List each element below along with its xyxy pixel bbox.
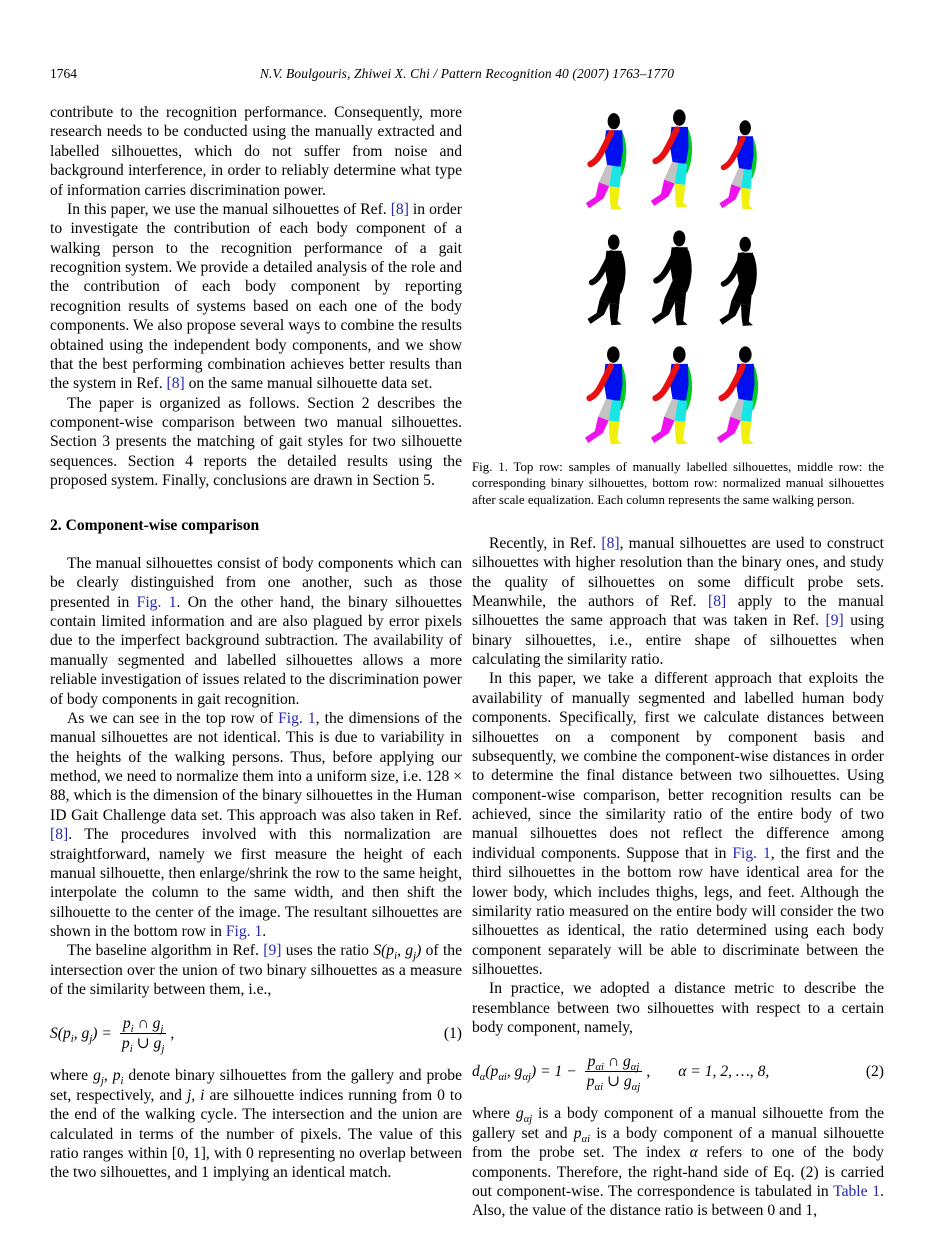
- text-run: Recently, in Ref.: [489, 534, 602, 552]
- figure-1: [472, 105, 884, 447]
- inline-math: $g_{\alpha j}$: [515, 1105, 533, 1126]
- inline-math: α: [689, 1144, 698, 1162]
- walking-silhouette: [711, 344, 777, 447]
- text-run: using binary silhouettes, i.e., entire shape of silhouettes when calculating the similarity ratio.: [472, 612, 884, 668]
- inline-math: j, i: [186, 1086, 205, 1104]
- far-leg-segment: [675, 302, 688, 325]
- silhouette-cell: [645, 344, 711, 447]
- citation-link[interactable]: Fig. 1: [732, 844, 771, 862]
- citation-link[interactable]: Fig. 1: [136, 593, 177, 611]
- citation-link[interactable]: [8]: [601, 534, 620, 552]
- text-run: The manual silhouettes consist of body components which can be clearly distinguished from one another, such as those presented in: [50, 554, 462, 611]
- near-leg-segment: [585, 182, 608, 208]
- text-run: uses the ratio: [281, 942, 374, 960]
- equation: [472, 1052, 884, 1094]
- head-segment: [739, 346, 752, 363]
- figure-caption: Fig. 1. Top row: samples of manually labelled silhouettes, middle row: the corresponding binary silhouettes, bottom row: normalized manual silhouettes after scale equalization. Each column represents the same walking person.: [472, 460, 884, 507]
- paragraph: [472, 669, 884, 979]
- paragraph: [50, 200, 462, 394]
- text-run: . Also, the value of the distance ratio is between 0 and 1,: [472, 1182, 884, 1220]
- equation-tail: ,: [646, 1062, 651, 1080]
- left-column: [50, 103, 462, 1221]
- text-run: The paper is organized as follows. Section 2 describes the component-wise comparison between two manual silhouettes. Section 3 presents the matching of gait styles for two silhouette sequences. Section 4 reports the detailed results using the proposed system. Finally, conclusions are drawn in Section 5.: [50, 394, 462, 490]
- citation-link[interactable]: [9]: [825, 612, 844, 630]
- paragraph: [50, 394, 462, 491]
- paragraph: [472, 1104, 884, 1220]
- text-run: is a body component of a manual silhouette from the probe set. The index: [472, 1124, 884, 1162]
- walking-silhouette: [646, 228, 710, 328]
- citation-link[interactable]: [8]: [166, 375, 185, 393]
- head-segment: [607, 346, 620, 363]
- near-leg-segment: [719, 301, 741, 325]
- text-run: , manual silhouettes are used to construct silhouettes with higher resolution than the binary ones, and study the quality of silhouettes on some difficult probe sets. Meanwhile, the authors of Ref.: [472, 534, 885, 610]
- equation-tail: ,: [170, 1024, 175, 1042]
- near-leg-segment: [652, 298, 675, 324]
- walking-silhouette: [579, 344, 645, 447]
- paragraph: [50, 1066, 462, 1182]
- text-run: of the intersection over the union of two binary silhouettes as a measure of the similarity between them, i.e.,: [50, 942, 462, 999]
- far-leg-segment: [741, 304, 753, 326]
- silhouette-cell: [645, 228, 711, 328]
- paragraph: [50, 709, 462, 942]
- silhouette-cell: [645, 105, 711, 212]
- near-leg-segment: [651, 180, 675, 206]
- head-segment: [673, 346, 686, 363]
- text-run: contribute to the recognition performance. Consequently, more research needs to be conducted using the manually extracted and labelled silhouettes, which do not suffer from noise and background interference, in order to reliably determine what type of information carries discrimination power.: [50, 104, 462, 199]
- text-run: where: [472, 1105, 516, 1123]
- equation: [50, 1014, 462, 1056]
- equation-fraction: $\frac{p_{\alpha i} \cap g_{\alpha j}}{p_{\alpha i} \cup g_{\alpha j}}$: [585, 1053, 643, 1091]
- text-run: As we can see in the top row of: [67, 709, 279, 727]
- text-run: In this paper, we take a different approach that exploits the availability of manually segmented and labelled human body components. Specifically, first we calculate distances between silhouettes on a component by component basis and subsequently, we combine the component-wise distances in order to determine the final distance between two silhouettes. Using component-wise comparison, better recognition results can be achieved, since the similarity ratio of the entire body of two manual silhouettes does not reflect the difference among individual components. Suppose that in: [472, 670, 884, 862]
- silhouette-row-bottom: [579, 344, 777, 447]
- text-run: is a body component of a manual silhouette from the gallery set and: [472, 1105, 884, 1142]
- head-segment: [673, 109, 686, 126]
- text-run: , the first and the third silhouettes in the bottom row have identical area for the lower body, which includes thighs, legs, and feet. Although the similarity ratio measured on the entire body will consider the two silhouettes as identical, the ratio determined using each body component separately will be able to discriminate between the silhouettes.: [472, 844, 884, 978]
- citation-link[interactable]: Fig. 1: [225, 923, 263, 940]
- silhouette-cell: [579, 344, 645, 447]
- citation-link[interactable]: [9]: [263, 942, 282, 960]
- equation-lhs: $d_\alpha(p_{\alpha i}$, $g_{\alpha j}) = 1$ −: [472, 1062, 581, 1083]
- text-run: . The procedures involved with this normalization are straightforward, namely we first measure the height of each manual silhouette, then enlarge/shrink the row to the same height, interpolate the column to the same width, and then shift the silhouette to the center of the image. The resultant silhouettes are shown in the bottom row in: [50, 826, 462, 940]
- text-run: . On the other hand, the binary silhouettes contain limited information and are also plagued by error pixels due to the imperfect background subtraction. The availability of manually segmented and labelled silhouettes allows a more reliable investigation of issues related to the discrimination power of body components in gait recognition.: [50, 593, 462, 708]
- head-segment: [740, 120, 751, 135]
- silhouette-cell: [711, 118, 777, 212]
- running-head: N.V. Boulgouris, Zhiwei X. Chi / Pattern Recognition 40 (2007) 1763–1770: [259, 66, 675, 81]
- page-header: [50, 66, 884, 86]
- near-leg-segment: [719, 184, 741, 208]
- section-heading: 2. Component-wise comparison: [50, 516, 260, 534]
- equation-condition: α = 1, 2, …, 8,: [678, 1062, 770, 1080]
- walking-silhouette: [580, 111, 645, 212]
- walking-silhouette: [714, 118, 774, 212]
- head-segment: [607, 235, 619, 250]
- far-leg-segment: [609, 186, 622, 209]
- far-leg-segment: [609, 303, 621, 325]
- equation-fraction: $\frac{p_i \cap g_j}{p_i \cup g_j}$: [120, 1015, 167, 1053]
- paragraph: [472, 534, 884, 670]
- silhouette-cell: [579, 111, 645, 212]
- text-run: on the same manual silhouette data set.: [184, 375, 433, 393]
- text-run: are silhouette indices running from 0 to the end of the walking cycle. The intersection and the union are calculated in terms of the number of pixels. The value of this ratio ranges within [0, 1], with 0 representing no overlap between the two silhouettes, and 1 implying an identical match.: [50, 1086, 463, 1182]
- text-run: In practice, we adopted a distance metric to describe the resemblance between two silhouettes with respect to a certain body component, namely,: [472, 980, 884, 1037]
- inline-math: $p_i$: [112, 1067, 124, 1088]
- inline-math: $g_j$: [93, 1067, 104, 1088]
- text-run: .: [262, 923, 267, 940]
- far-leg-segment: [675, 184, 688, 208]
- near-leg-segment: [585, 417, 609, 443]
- near-leg-segment: [651, 417, 675, 443]
- silhouette-row-top: [579, 105, 777, 212]
- silhouette-cell: [711, 235, 777, 328]
- walking-silhouette: [645, 105, 711, 212]
- text-run: apply to the manual silhouettes the same approach that was taken in Ref.: [472, 592, 884, 630]
- paragraph: [50, 103, 462, 200]
- text-run: ,: [103, 1067, 113, 1085]
- citation-link[interactable]: [8]: [50, 826, 69, 844]
- head-segment: [607, 113, 619, 129]
- far-leg-segment: [675, 421, 688, 445]
- near-leg-segment: [717, 417, 741, 443]
- far-leg-segment: [609, 421, 622, 445]
- page-number: 1764: [50, 66, 77, 81]
- paragraph: [472, 979, 884, 1037]
- silhouette-cell: [579, 232, 645, 328]
- text-run: refers to one of the body components. Therefore, the right-hand side of Eq. (2) is carried out component-wise. The correspondence is tabulated in: [472, 1144, 884, 1200]
- inline-math: $p_{\alpha i}$: [573, 1124, 591, 1145]
- text-run: where: [50, 1067, 94, 1085]
- paragraph: [50, 941, 462, 999]
- near-leg-segment: [587, 300, 609, 324]
- right-column: [472, 103, 884, 1221]
- citation-link[interactable]: [8]: [708, 592, 727, 610]
- walking-silhouette: [714, 235, 774, 328]
- walking-silhouette: [645, 344, 711, 447]
- citation-link[interactable]: Table 1: [833, 1182, 881, 1200]
- text-run: in order to investigate the contribution of each body component of a walking person to the recognition performance of a gait recognition system. We provide a detailed analysis of the role and the contribution of each body component by reporting recognition results of systems based on each one of the body components. We also propose several ways to combine the results obtained using the independent body components, and we show that the best performing combination achieves better results than the system in Ref.: [50, 200, 462, 393]
- citation-link[interactable]: Fig. 1: [278, 709, 316, 727]
- text-run: The baseline algorithm in Ref.: [67, 942, 264, 960]
- silhouette-cell: [711, 344, 777, 447]
- walking-silhouette: [582, 232, 643, 328]
- far-leg-segment: [741, 421, 754, 445]
- two-column-body: [50, 103, 884, 1221]
- text-run: In this paper, we use the manual silhouettes of Ref.: [67, 200, 391, 218]
- text-run: denote binary silhouettes from the gallery and probe set, respectively, and: [50, 1067, 463, 1104]
- text-run: , the dimensions of the manual silhouettes are not identical. This is due to variability in the heights of the walking persons. Thus, before applying our method, we need to normalize them into a uniform size, i.e. 128 × 88, which is the dimension of the binary silhouettes in the Human ID Gait Challenge data set. This approach was also taken in Ref.: [50, 709, 463, 824]
- paragraph: [50, 554, 462, 709]
- equation-number: (1): [443, 1024, 462, 1042]
- head-segment: [673, 230, 685, 246]
- far-leg-segment: [741, 188, 753, 210]
- equation-lhs: $S(p_i$, $g_j$) =: [50, 1024, 116, 1045]
- silhouette-row-middle: [579, 228, 777, 328]
- head-segment: [740, 237, 751, 252]
- equation-number: (2): [865, 1062, 884, 1080]
- inline-math: $S(p_i$, $g_j$): [373, 942, 422, 963]
- citation-link[interactable]: [8]: [390, 200, 409, 218]
